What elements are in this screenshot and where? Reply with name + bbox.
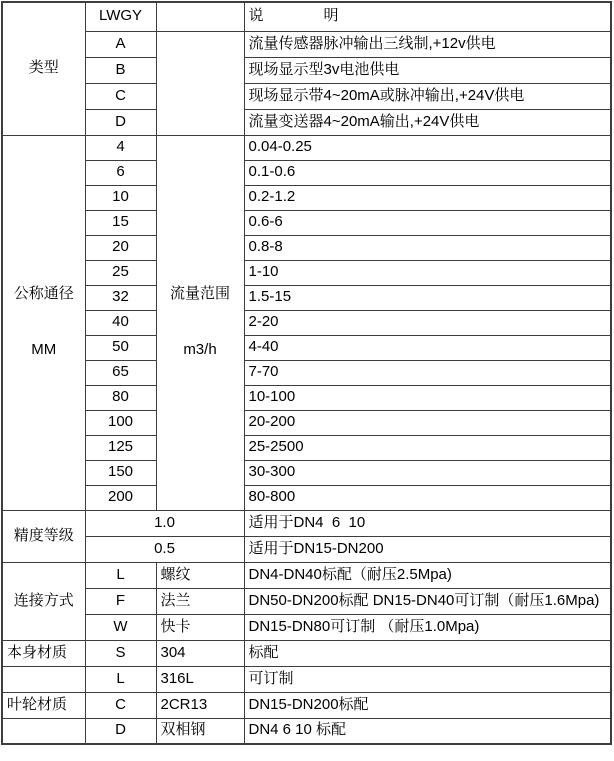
flow-range-cell: 0.1-0.6 (244, 160, 611, 185)
flow-range-cell: 2-20 (244, 310, 611, 335)
table-row (2, 588, 611, 614)
table-row (2, 210, 611, 235)
model-code-cell: LWGY (85, 2, 156, 31)
flow-range-label-line: 流量范围 (169, 285, 230, 302)
diameter-label-line: MM (31, 341, 57, 359)
type-desc-cell: 流量变送器4~20mA输出,+24V供电 (244, 109, 611, 135)
table-row (2, 385, 611, 410)
table-row (2, 160, 611, 185)
type-code-cell: D (85, 109, 156, 135)
dn-value-cell: 150 (85, 460, 156, 485)
table-row (2, 485, 611, 510)
dn-value-cell: 125 (85, 435, 156, 460)
flow-range-cell: 7-70 (244, 360, 611, 385)
table-row (2, 2, 611, 31)
type-code-cell: A (85, 31, 156, 57)
accuracy-desc-cell: 适用于DN15-DN200 (244, 536, 611, 562)
flow-range-cell: 1-10 (244, 260, 611, 285)
flow-range-cell: 4-40 (244, 335, 611, 360)
material-name-cell: 双相钢 (156, 718, 244, 744)
type-desc-cell: 现场显示带4~20mA或脉冲输出,+24V供电 (244, 83, 611, 109)
connection-code-cell: W (85, 614, 156, 640)
connection-name-cell: 螺纹 (156, 562, 244, 588)
material-desc-cell: DN4 6 10 标配 (244, 718, 611, 744)
dn-value-cell: 200 (85, 485, 156, 510)
table-row (2, 666, 611, 692)
connection-desc-cell: DN15-DN80可订制 （耐压1.0Mpa) (244, 614, 611, 640)
flow-range-cell: 20-200 (244, 410, 611, 435)
type-desc-cell: 现场显示型3v电池供电 (244, 57, 611, 83)
accuracy-value-cell: 0.5 (85, 536, 244, 562)
dn-value-cell: 32 (85, 285, 156, 310)
empty-cell (2, 718, 85, 744)
table-row (2, 614, 611, 640)
material-desc-cell: DN15-DN200标配 (244, 692, 611, 718)
dn-value-cell: 4 (85, 135, 156, 160)
flow-range-label (156, 135, 244, 510)
flow-range-cell: 80-800 (244, 485, 611, 510)
dn-value-cell: 50 (85, 335, 156, 360)
table-row (2, 185, 611, 210)
accuracy-value-cell: 1.0 (85, 510, 244, 536)
flow-range-cell: 0.8-8 (244, 235, 611, 260)
table-row (2, 360, 611, 385)
material-desc-cell: 可订制 (244, 666, 611, 692)
body-material-section-label: 本身材质 (2, 640, 85, 666)
table-row (2, 435, 611, 460)
dn-value-cell: 80 (85, 385, 156, 410)
table-row (2, 310, 611, 335)
flow-range-cell: 1.5-15 (244, 285, 611, 310)
type-section-label: 类型 (2, 2, 85, 135)
dn-value-cell: 10 (85, 185, 156, 210)
table-row (2, 692, 611, 718)
diameter-section-label (2, 135, 85, 510)
table-row (2, 57, 611, 83)
table-row (2, 260, 611, 285)
type-code-cell: B (85, 57, 156, 83)
connection-desc-cell: DN4-DN40标配（耐压2.5Mpa) (244, 562, 611, 588)
table-row (2, 536, 611, 562)
diameter-label-line: 公称通径 (13, 285, 74, 302)
accuracy-section-label: 精度等级 (2, 510, 85, 562)
empty-cell (2, 666, 85, 692)
table-row (2, 135, 611, 160)
table-row (2, 562, 611, 588)
empty-cell (156, 2, 244, 31)
connection-name-cell: 法兰 (156, 588, 244, 614)
material-name-cell: 316L (156, 666, 244, 692)
accuracy-desc-cell: 适用于DN4 6 10 (244, 510, 611, 536)
type-code-cell: C (85, 83, 156, 109)
dn-value-cell: 20 (85, 235, 156, 260)
table-row (2, 460, 611, 485)
material-code-cell: L (85, 666, 156, 692)
dn-value-cell: 100 (85, 410, 156, 435)
table-row (2, 109, 611, 135)
material-name-cell: 2CR13 (156, 692, 244, 718)
flow-range-cell: 0.04-0.25 (244, 135, 611, 160)
flow-range-cell: 25-2500 (244, 435, 611, 460)
connection-name-cell: 快卡 (156, 614, 244, 640)
connection-code-cell: L (85, 562, 156, 588)
flow-range-cell: 10-100 (244, 385, 611, 410)
material-code-cell: C (85, 692, 156, 718)
description-header-cell: 说 明 (244, 2, 611, 31)
material-desc-cell: 标配 (244, 640, 611, 666)
material-code-cell: D (85, 718, 156, 744)
flow-range-label-line: m3/h (183, 341, 217, 359)
table-row (2, 410, 611, 435)
connection-section-label: 连接方式 (2, 562, 85, 640)
table-row (2, 510, 611, 536)
flow-range-cell: 0.6-6 (244, 210, 611, 235)
flow-range-cell: 0.2-1.2 (244, 185, 611, 210)
table-row (2, 83, 611, 109)
impeller-material-section-label: 叶轮材质 (2, 692, 85, 718)
empty-cell (156, 31, 244, 135)
table-row (2, 31, 611, 57)
material-code-cell: S (85, 640, 156, 666)
table-row (2, 335, 611, 360)
type-desc-cell: 流量传感器脉冲输出三线制,+12v供电 (244, 31, 611, 57)
dn-value-cell: 65 (85, 360, 156, 385)
dn-value-cell: 6 (85, 160, 156, 185)
table-row (2, 640, 611, 666)
table-row (2, 285, 611, 310)
connection-desc-cell: DN50-DN200标配 DN15-DN40可订制（耐压1.6Mpa) (244, 588, 611, 614)
material-name-cell: 304 (156, 640, 244, 666)
dn-value-cell: 40 (85, 310, 156, 335)
flow-meter-spec-table (1, 1, 612, 745)
connection-code-cell: F (85, 588, 156, 614)
table-row (2, 718, 611, 744)
table-row (2, 235, 611, 260)
dn-value-cell: 25 (85, 260, 156, 285)
flow-range-cell: 30-300 (244, 460, 611, 485)
dn-value-cell: 15 (85, 210, 156, 235)
